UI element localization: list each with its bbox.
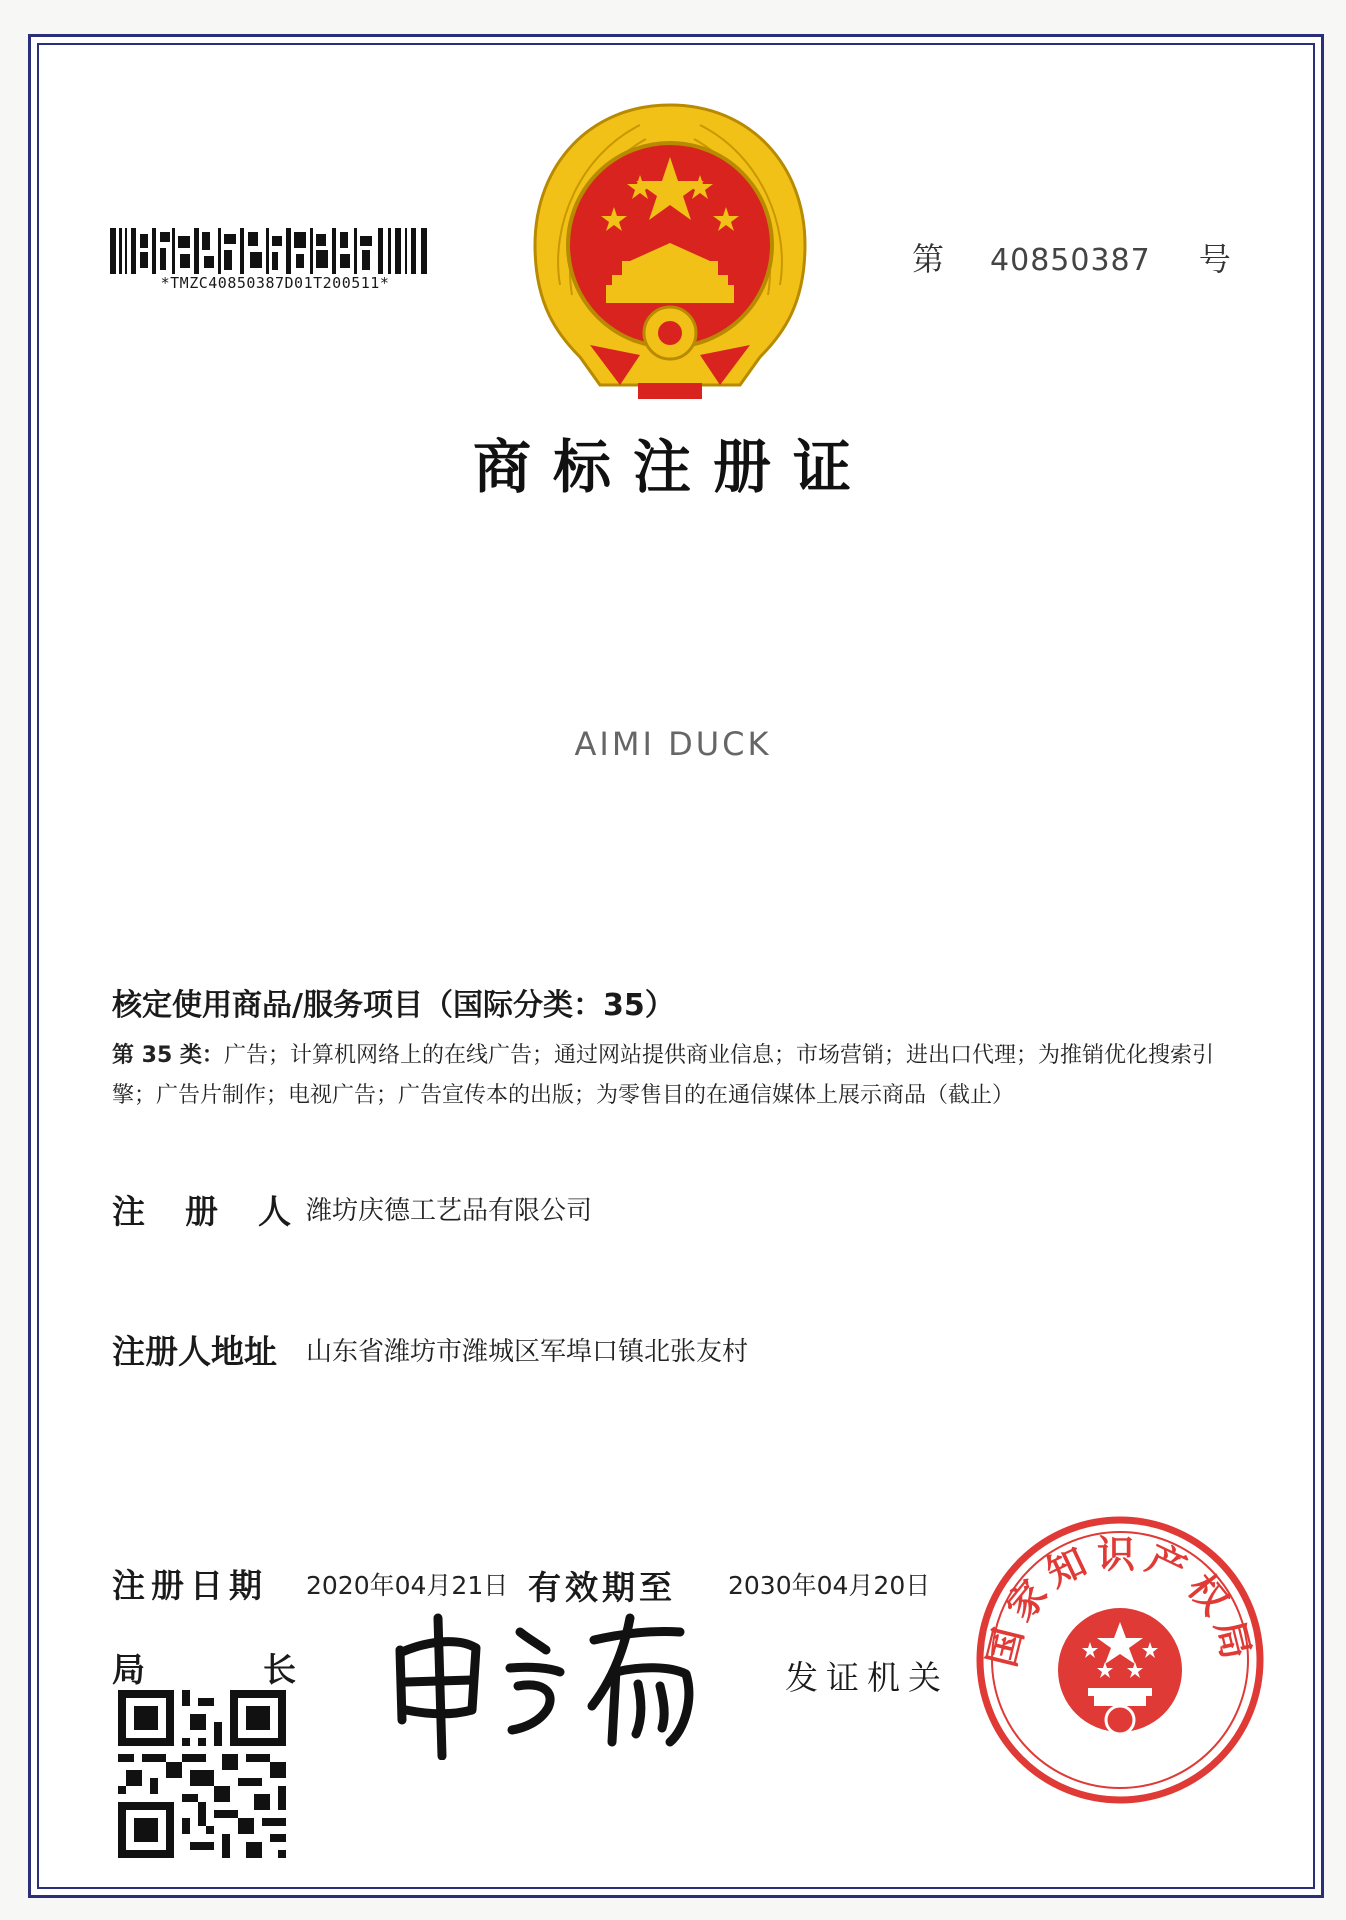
qr-code — [118, 1690, 286, 1858]
registrant-name: 潍坊庆德工艺品有限公司 — [306, 1196, 593, 1226]
goods-items: 广告；计算机网络上的在线广告；通过网站提供商业信息；市场营销；进出口代理；为推销优化搜索引擎；广告片制作；电视广告；广告宣传本的出版；为零售目的在通信媒体上展示商品（截止） — [112, 1043, 1214, 1108]
number-prefix: 第 — [912, 240, 945, 278]
trademark-text: AIMI DUCK — [574, 725, 772, 763]
goods-heading: 核定使用商品/服务项目（国际分类：35） — [112, 988, 675, 1023]
national-emblem-icon — [520, 95, 820, 415]
barcode — [110, 228, 430, 274]
goods-class: 第 35 类： — [112, 1043, 224, 1068]
valid-until-date: 2030年04月20日 — [728, 1571, 931, 1600]
svg-text:国家知识产权局: 国家知识产权局 — [978, 1531, 1262, 1672]
director-signature — [380, 1610, 720, 1760]
page-title: 商标注册证 — [472, 433, 873, 501]
director-label: 局长 — [112, 1650, 414, 1689]
goods-list — [112, 1036, 1242, 1116]
valid-until-label: 有效期至 — [528, 1568, 676, 1607]
number-suffix: 号 — [1198, 240, 1231, 278]
reg-date: 2020年04月21日 — [306, 1571, 509, 1600]
official-seal-icon — [970, 1510, 1270, 1810]
address-label: 注册人地址 — [112, 1332, 277, 1371]
number-value: 40850387 — [990, 243, 1151, 278]
certificate-number — [912, 234, 1231, 280]
barcode-text: *TMZC40850387D01T200511* — [160, 274, 390, 292]
reg-date-label: 注册日期 — [112, 1566, 268, 1605]
issuer-label: 发证机关 — [785, 1658, 949, 1697]
registrant-label: 注册人 — [112, 1192, 331, 1231]
registrant-address: 山东省潍坊市潍城区军埠口镇北张友村 — [306, 1337, 749, 1367]
